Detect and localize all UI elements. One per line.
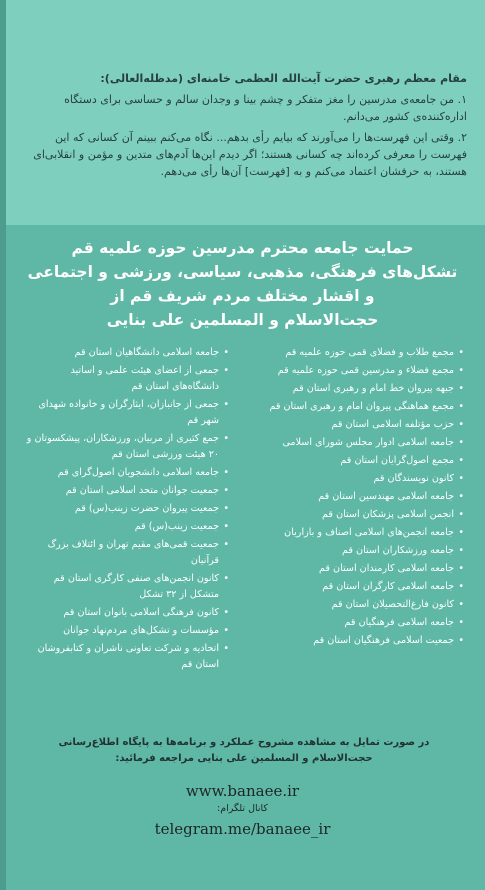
list-item: • جمعی از جانبازان، ایثارگران و خانواده شهدای شهر قم <box>24 397 229 429</box>
headline-line-3: و اقشار مختلف مردم شریف قم از <box>110 287 375 305</box>
fold-edge <box>0 0 6 890</box>
list-item: • انجمن اسلامی پزشکان استان قم <box>259 507 464 523</box>
quote-paragraph-2: ۲. وقتی این فهرست‌ها را می‌آورند که بیایم رأی بدهم... نگاه می‌کنم ببینم آن کسانی که این فهرست را معرفی کرده‌اند چه کسانی هستند؛ اگر دیدم این‌ها آدم‌های متدین و مؤمن و انقلابی‌ای هستند، به حرفشان اعتماد می‌کنم و به [فهرست] آن‌ها رأی می‌دهم. <box>33 131 467 178</box>
list-item: • کانون فرهنگی اسلامی بانوان استان قم <box>24 605 229 621</box>
quote-title: مقام معظم رهبری حضرت آیت‌الله العظمی خامنه‌ای (مدظله‌العالی): <box>100 72 467 85</box>
headline-line-4: حجت‌الاسلام و المسلمین علی بنایی <box>106 311 379 329</box>
list-item: • مجمع اصول‌گرایان استان قم <box>259 453 464 469</box>
list-item: • جمعیت اسلامی فرهنگیان استان قم <box>259 633 464 649</box>
list-item: • جامعه اسلامی دانشگاهیان استان قم <box>24 345 229 361</box>
list-item: • جمعیت جوانان متحد اسلامی استان قم <box>24 483 229 499</box>
list-item: • مجمع طلاب و فضلای قمی حوزه علمیه قم <box>259 345 464 361</box>
list-item: • کانون انجمن‌های صنفی کارگری استان قم متشکل از ۳۲ تشکل <box>24 571 229 603</box>
list-item: • جبهه پیروان خط امام و رهبری استان قم <box>259 381 464 397</box>
list-item: • مؤسسات و تشکل‌های مردم‌نهاد جوانان <box>24 623 229 639</box>
list-item: • جمعیت پیروان حضرت زینب(س) قم <box>24 501 229 517</box>
list-item: • جامعه ورزشکاران استان قم <box>259 543 464 559</box>
support-headline <box>20 236 465 332</box>
footer-line-2: حجت‌الاسلام و المسلمین علی بنایی مراجعه فرمائید: <box>115 753 373 764</box>
list-item: • جامعه اسلامی مهندسین استان قم <box>259 489 464 505</box>
list-item: • کانون نویسندگان قم <box>259 471 464 487</box>
supporter-lists <box>24 345 464 715</box>
list-item: • حزب مؤتلفه اسلامی استان قم <box>259 417 464 433</box>
website-link[interactable]: www.banaee.ir <box>185 782 300 800</box>
right-column <box>259 345 464 651</box>
leader-quote <box>22 70 467 184</box>
list-item: • کانون فارغ‌التحصیلان استان قم <box>259 597 464 613</box>
footer-note <box>24 735 464 767</box>
list-item: • جامعه اسلامی کارمندان استان قم <box>259 561 464 577</box>
list-item: • مجمع هماهنگی پیروان امام و رهبری استان قم <box>259 399 464 415</box>
telegram-link[interactable]: telegram.me/banaee_ir <box>154 820 331 838</box>
list-item: • مجمع فضلاء و مدرسین قمی حوزه علمیه قم <box>259 363 464 379</box>
headline-line-2: تشکل‌های فرهنگی، مذهبی، سیاسی، ورزشی و اجتماعی <box>27 263 458 281</box>
list-item: • جمعی از اعضای هیئت علمی و اساتید دانشگاه‌های استان قم <box>24 363 229 395</box>
list-item: • جامعه اسلامی ادوار مجلس شورای اسلامی <box>259 435 464 451</box>
list-item: • جمعیت قمی‌های مقیم تهران و ائتلاف بزرگ قرآنیان <box>24 537 229 569</box>
list-item: • اتحادیه و شرکت تعاونی ناشران و کتابفروشان استان قم <box>24 641 229 673</box>
list-item: • جمعیت زینب(س) قم <box>24 519 229 535</box>
list-item: • جامعه انجمن‌های اسلامی اصناف و بازاریان <box>259 525 464 541</box>
footer-line-1: در صورت تمایل به مشاهده مشروح عملکرد و برنامه‌ها به پایگاه اطلاع‌رسانی <box>58 737 430 748</box>
list-item: • جامعه اسلامی دانشجویان اصول‌گرای قم <box>24 465 229 481</box>
list-item: • جامعه اسلامی فرهنگیان قم <box>259 615 464 631</box>
list-item: • جمع کثیری از مربیان، ورزشکاران، پیشکسوتان و ۲۰ هیئت ورزشی استان قم <box>24 431 229 463</box>
list-item: • جامعه اسلامی کارگران استان قم <box>259 579 464 595</box>
quote-paragraph-1: ۱. من جامعه‌ی مدرسین را مغز متفکر و چشم بینا و وجدان سالم و حساسی برای دستگاه اداره‌کننده‌ی کشور می‌دانم. <box>64 93 467 123</box>
headline-line-1: حمایت جامعه محترم مدرسین حوزه علمیه قم <box>71 239 414 257</box>
left-column <box>24 345 229 675</box>
telegram-label: کانال تلگرام: <box>217 803 268 814</box>
